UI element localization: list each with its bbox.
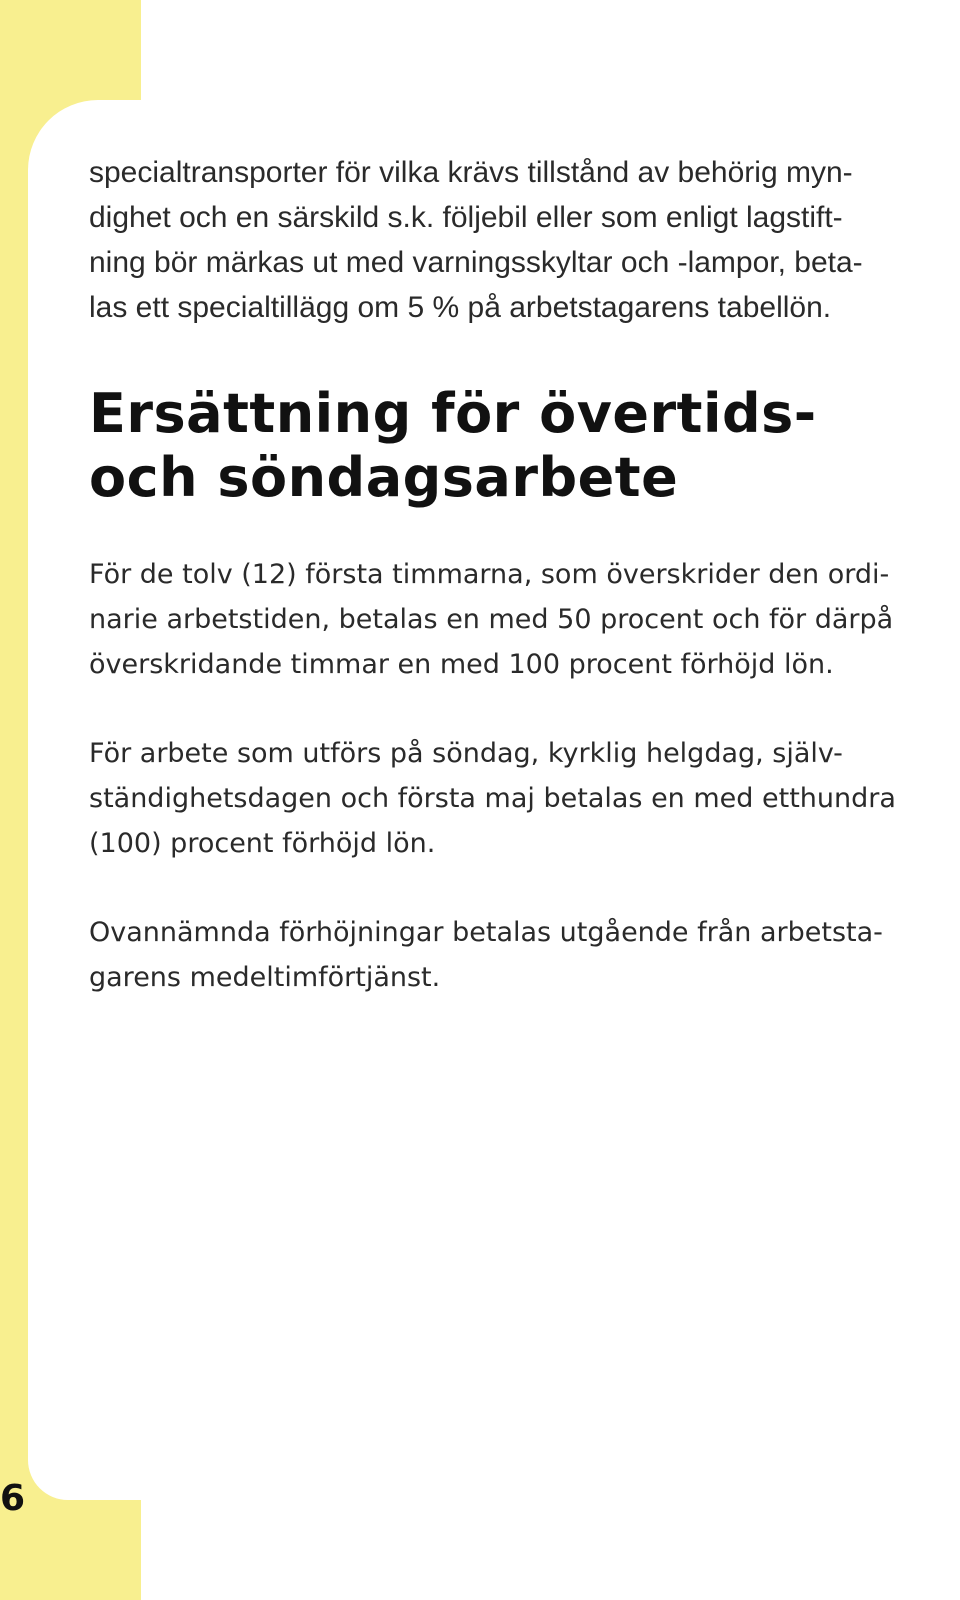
paragraph-line: För de tolv (12) första timmarna, som överskrider den ordi- <box>89 559 890 590</box>
paragraph-line: (100) procent förhöjd lön. <box>89 828 436 859</box>
intro-line: ning bör märkas ut med varningsskyltar och -lampor, beta- <box>89 246 863 279</box>
paragraph-line: garens medeltimförtjänst. <box>89 962 441 993</box>
paragraph-line: Ovannämnda förhöjningar betalas utgående från arbetsta- <box>89 917 883 948</box>
intro-paragraph <box>89 150 939 330</box>
document-body <box>89 150 939 1000</box>
heading-line: och söndagsarbete <box>89 446 679 509</box>
intro-line: las ett specialtillägg om 5 % på arbetstagarens tabellön. <box>89 291 832 324</box>
paragraph-line: överskridande timmar en med 100 procent förhöjd lön. <box>89 649 834 680</box>
sunday-work-paragraph <box>89 731 939 866</box>
increase-basis-paragraph <box>89 910 939 1000</box>
paragraph-line: narie arbetstiden, betalas en med 50 procent och för därpå <box>89 604 894 635</box>
page-number: 6 <box>0 1478 26 1519</box>
page-background-top <box>141 0 960 100</box>
paragraph-line: För arbete som utförs på söndag, kyrklig helgdag, själv- <box>89 738 843 769</box>
overtime-paragraph <box>89 552 939 687</box>
heading-line: Ersättning för övertids- <box>89 382 817 445</box>
intro-line: specialtransporter för vilka krävs tillstånd av behörig myn- <box>89 156 853 189</box>
section-heading <box>89 382 939 510</box>
paragraph-line: ständighetsdagen och första maj betalas en med etthundra <box>89 783 896 814</box>
intro-line: dighet och en särskild s.k. följebil eller som enligt lagstift- <box>89 201 843 234</box>
